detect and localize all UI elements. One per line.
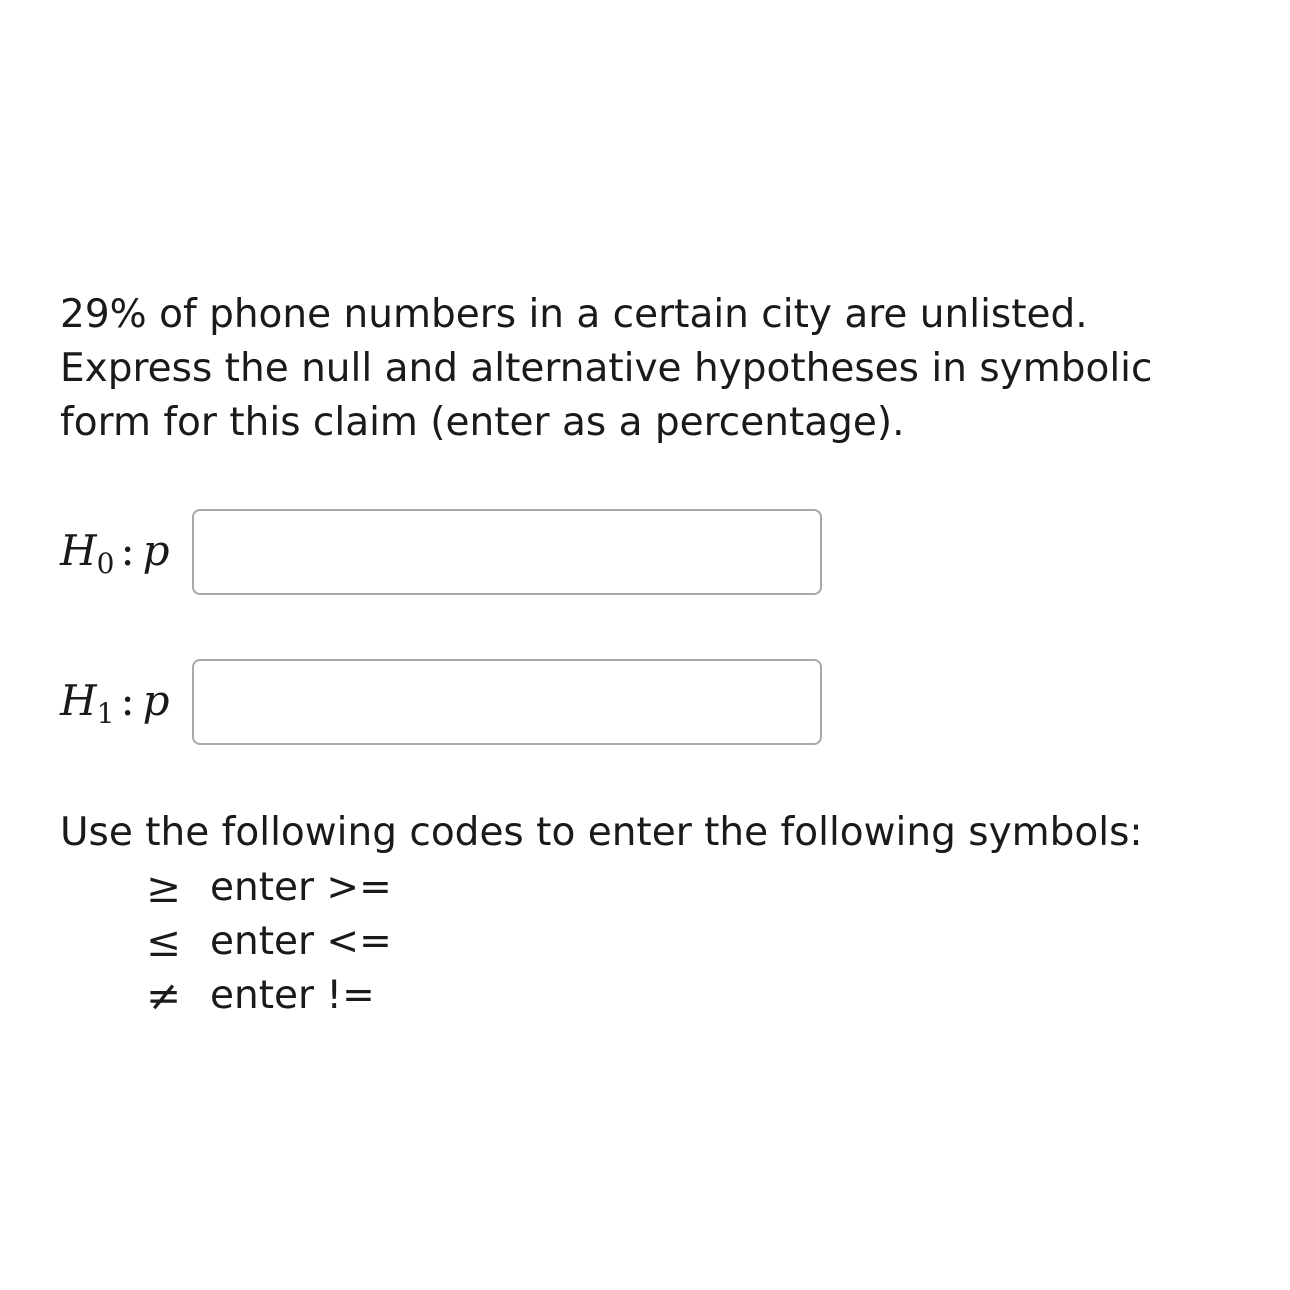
hypothesis-colon: :: [120, 526, 135, 575]
hypothesis-subscript: 0: [96, 547, 115, 580]
hypothesis-param: p: [142, 526, 170, 575]
code-item-neq: [140, 968, 392, 1022]
null-hypothesis-label: [60, 526, 190, 580]
code-item-text: enter !=: [210, 972, 375, 1018]
less-equal-icon: ≤: [146, 916, 182, 966]
code-item-leq: [140, 914, 392, 968]
codes-heading: Use the following codes to enter the following symbols:: [60, 810, 1143, 855]
null-hypothesis-row: [60, 509, 190, 597]
code-item-geq: [140, 860, 392, 914]
code-item-text: enter >=: [210, 864, 392, 910]
alternative-hypothesis-row: [60, 659, 190, 747]
hypothesis-var: H: [60, 676, 97, 725]
question-text: 29% of phone numbers in a certain city are unlisted. Express the null and alternative hypotheses in symbolic form for this claim (enter as a percentage).: [60, 292, 1153, 445]
code-item-text: enter <=: [210, 918, 392, 964]
hypothesis-subscript: 1: [96, 697, 115, 730]
hypothesis-param: p: [142, 676, 170, 725]
codes-list: [140, 860, 392, 1022]
not-equal-icon: ≠: [146, 970, 182, 1020]
alternative-hypothesis-label: [60, 676, 190, 730]
hypothesis-colon: :: [120, 676, 135, 725]
hypothesis-var: H: [60, 526, 97, 575]
null-hypothesis-input[interactable]: [192, 509, 822, 595]
greater-equal-icon: ≥: [146, 862, 182, 912]
alternative-hypothesis-input[interactable]: [192, 659, 822, 745]
